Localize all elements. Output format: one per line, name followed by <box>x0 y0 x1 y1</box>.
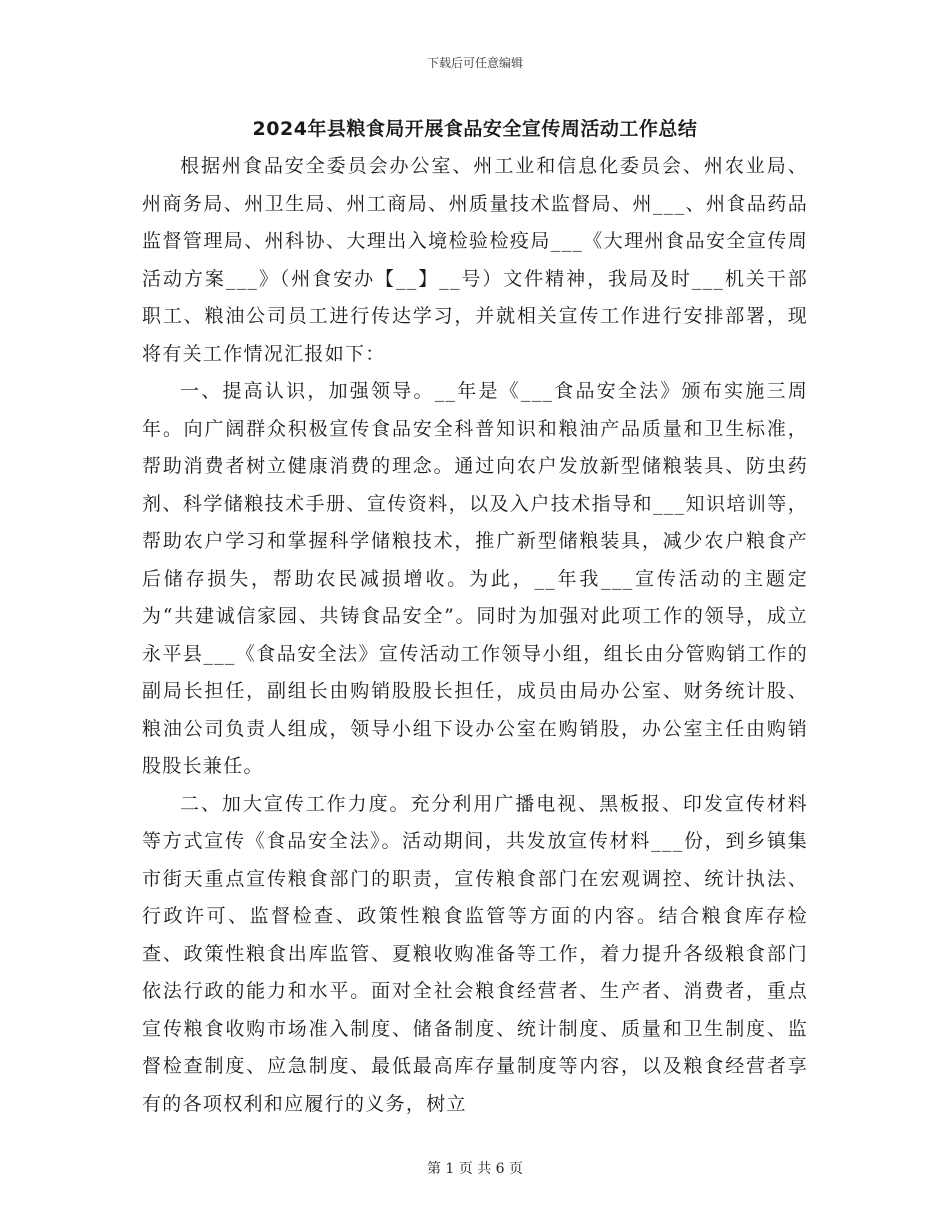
page-footer: 第 1 页 共 6 页 <box>426 1161 524 1177</box>
paragraph-section-1: 一、提高认识，加强领导。__年是《___食品安全法》颁布实施三周年。向广阔群众积极宣传食品安全科普知识和粮油产品质量和卫生标准，帮助消费者树立健康消费的理念。通过向农户发放新型储粮装具、防虫药剂、科学储粮技术手册、宣传资料，以及入户技术指导和___知识培训等，帮助农户学习和掌握科学储粮技术，推广新型储粮装具，减少农户粮食产后储存损失，帮助农民减损增收。为此，__年我___宣传活动的主题定为“共建诚信家园、共铸食品安全”。同时为加强对此项工作的领导，成立永平县___《食品安全法》宣传活动工作领导小组，组长由分管购销工作的副局长担任，副组长由购销股股长担任，成员由局办公室、财务统计股、粮油公司负责人组成，领导小组下设办公室在购销股，办公室主任由购销股股长兼任。 <box>142 380 808 777</box>
paragraph-intro: 根据州食品安全委员会办公室、州工业和信息化委员会、州农业局、州商务局、州卫生局、州工商局、州质量技术监督局、州___、州食品药品监督管理局、州科协、大理出入境检验检疫局___《大理州食品安全宣传周活动方案___》（州食安办【__】__号）文件精神，我局及时___机关干部职工、粮油公司员工进行传达学习，并就相关宣传工作进行安排部署，现将有关工作情况汇报如下： <box>142 155 808 365</box>
document-body <box>142 148 808 1123</box>
paragraph-section-2: 二、加大宣传工作力度。充分利用广播电视、黑板报、印发宣传材料等方式宣传《食品安全法》。活动期间，共发放宣传材料___份，到乡镇集市街天重点宣传粮食部门的职责，宣传粮食部门在宏观调控、统计执法、行政许可、监督检查、政策性粮食监管等方面的内容。结合粮食库存检查、政策性粮食出库监管、夏粮收购准备等工作，着力提升各级粮食部门依法行政的能力和水平。面对全社会粮食经营者、生产者、消费者，重点宣传粮食收购市场准入制度、储备制度、统计制度、质量和卫生制度、监督检查制度、应急制度、最低最高库存量制度等内容，以及粮食经营者享有的各项权利和应履行的义务，树立 <box>142 792 808 1115</box>
header-note: 下载后可任意编辑 <box>426 56 523 70</box>
document-title: 2024年县粮食局开展食品安全宣传周活动工作总结 <box>252 118 698 140</box>
